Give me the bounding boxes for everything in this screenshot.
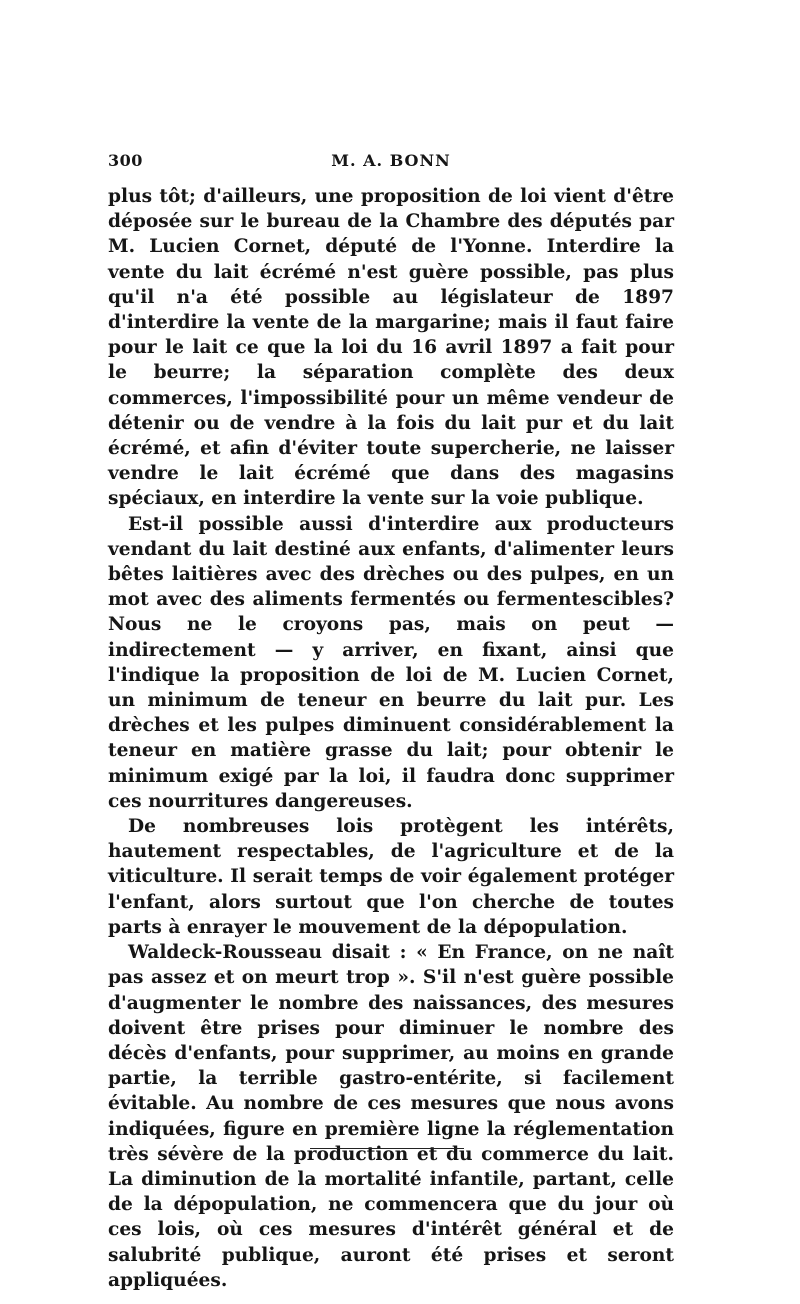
paragraph: De nombreuses lois protègent les intérêts, hautement respectables, de l'agriculture et de la viticulture. Il serait temps de voir également protéger l'enfant, alors surtout que l'on cherche de toutes parts à enrayer le mouvement de la dépopulation. (108, 816, 674, 938)
paragraph: plus tôt; d'ailleurs, une proposition de loi vient d'être déposée sur le bureau de la Chambre des députés par M. Lucien Cornet, député de l'Yonne. Interdire la vente du lait écrémé n'est guère possible, pas plus qu'il n'a été possible au législateur de 1897 d'interdire la vente de la margarine; mais il faut faire pour le lait ce que la loi du 16 avril 1897 a fait pour le beurre; la séparation complète des deux commerces, l'impossibilité pour un même vendeur de détenir ou de vendre à la fois du lait pur et du lait écrémé, et afin d'éviter toute supercherie, ne laisser vendre le lait écrémé que dans des magasins spéciaux, en interdire la vente sur la voie publique. (108, 186, 674, 510)
paragraph: Waldeck-Rousseau disait : « En France, on ne naît pas assez et on meurt trop ». S'il n'est guère possible d'augmenter le nombre des naissances, des mesures doivent être prises pour diminuer le nombre des décès d'enfants, pour supprimer, au moins en grande partie, la terrible gastro-entérite, si facilement évitable. Au nombre de ces mesures que nous avons indiquées, figure en première ligne la réglementation très sévère de la production et du commerce du lait. La diminution de la mortalité infantile, partant, celle de la dépopulation, ne commencera que du jour où ces lois, où ces mesures d'intérêt général et de salubrité publique, auront été prises et seront appliquées. (108, 942, 674, 1291)
running-head: M. A. BONN (331, 151, 451, 170)
page-number: 300 (108, 151, 143, 170)
paragraph: Est-il possible aussi d'interdire aux producteurs vendant du lait destiné aux enfants, d'alimenter leurs bêtes laitières avec des drèches ou des pulpes, en un mot avec des aliments fermentés ou fermentescibles? Nous ne le croyons pas, mais on peut — indirectement — y arriver, en fixant, ainsi que l'indique la proposition de loi de M. Lucien Cornet, un minimum de teneur en beurre du lait pur. Les drèches et les pulpes diminuent considérablement la teneur en matière grasse du lait; pour obtenir le minimum exigé par la loi, il faudra donc supprimer ces nourritures dangereuses. (108, 513, 674, 812)
body-text (108, 184, 674, 1293)
page-header (108, 151, 674, 177)
section-end-rule (310, 1148, 464, 1149)
